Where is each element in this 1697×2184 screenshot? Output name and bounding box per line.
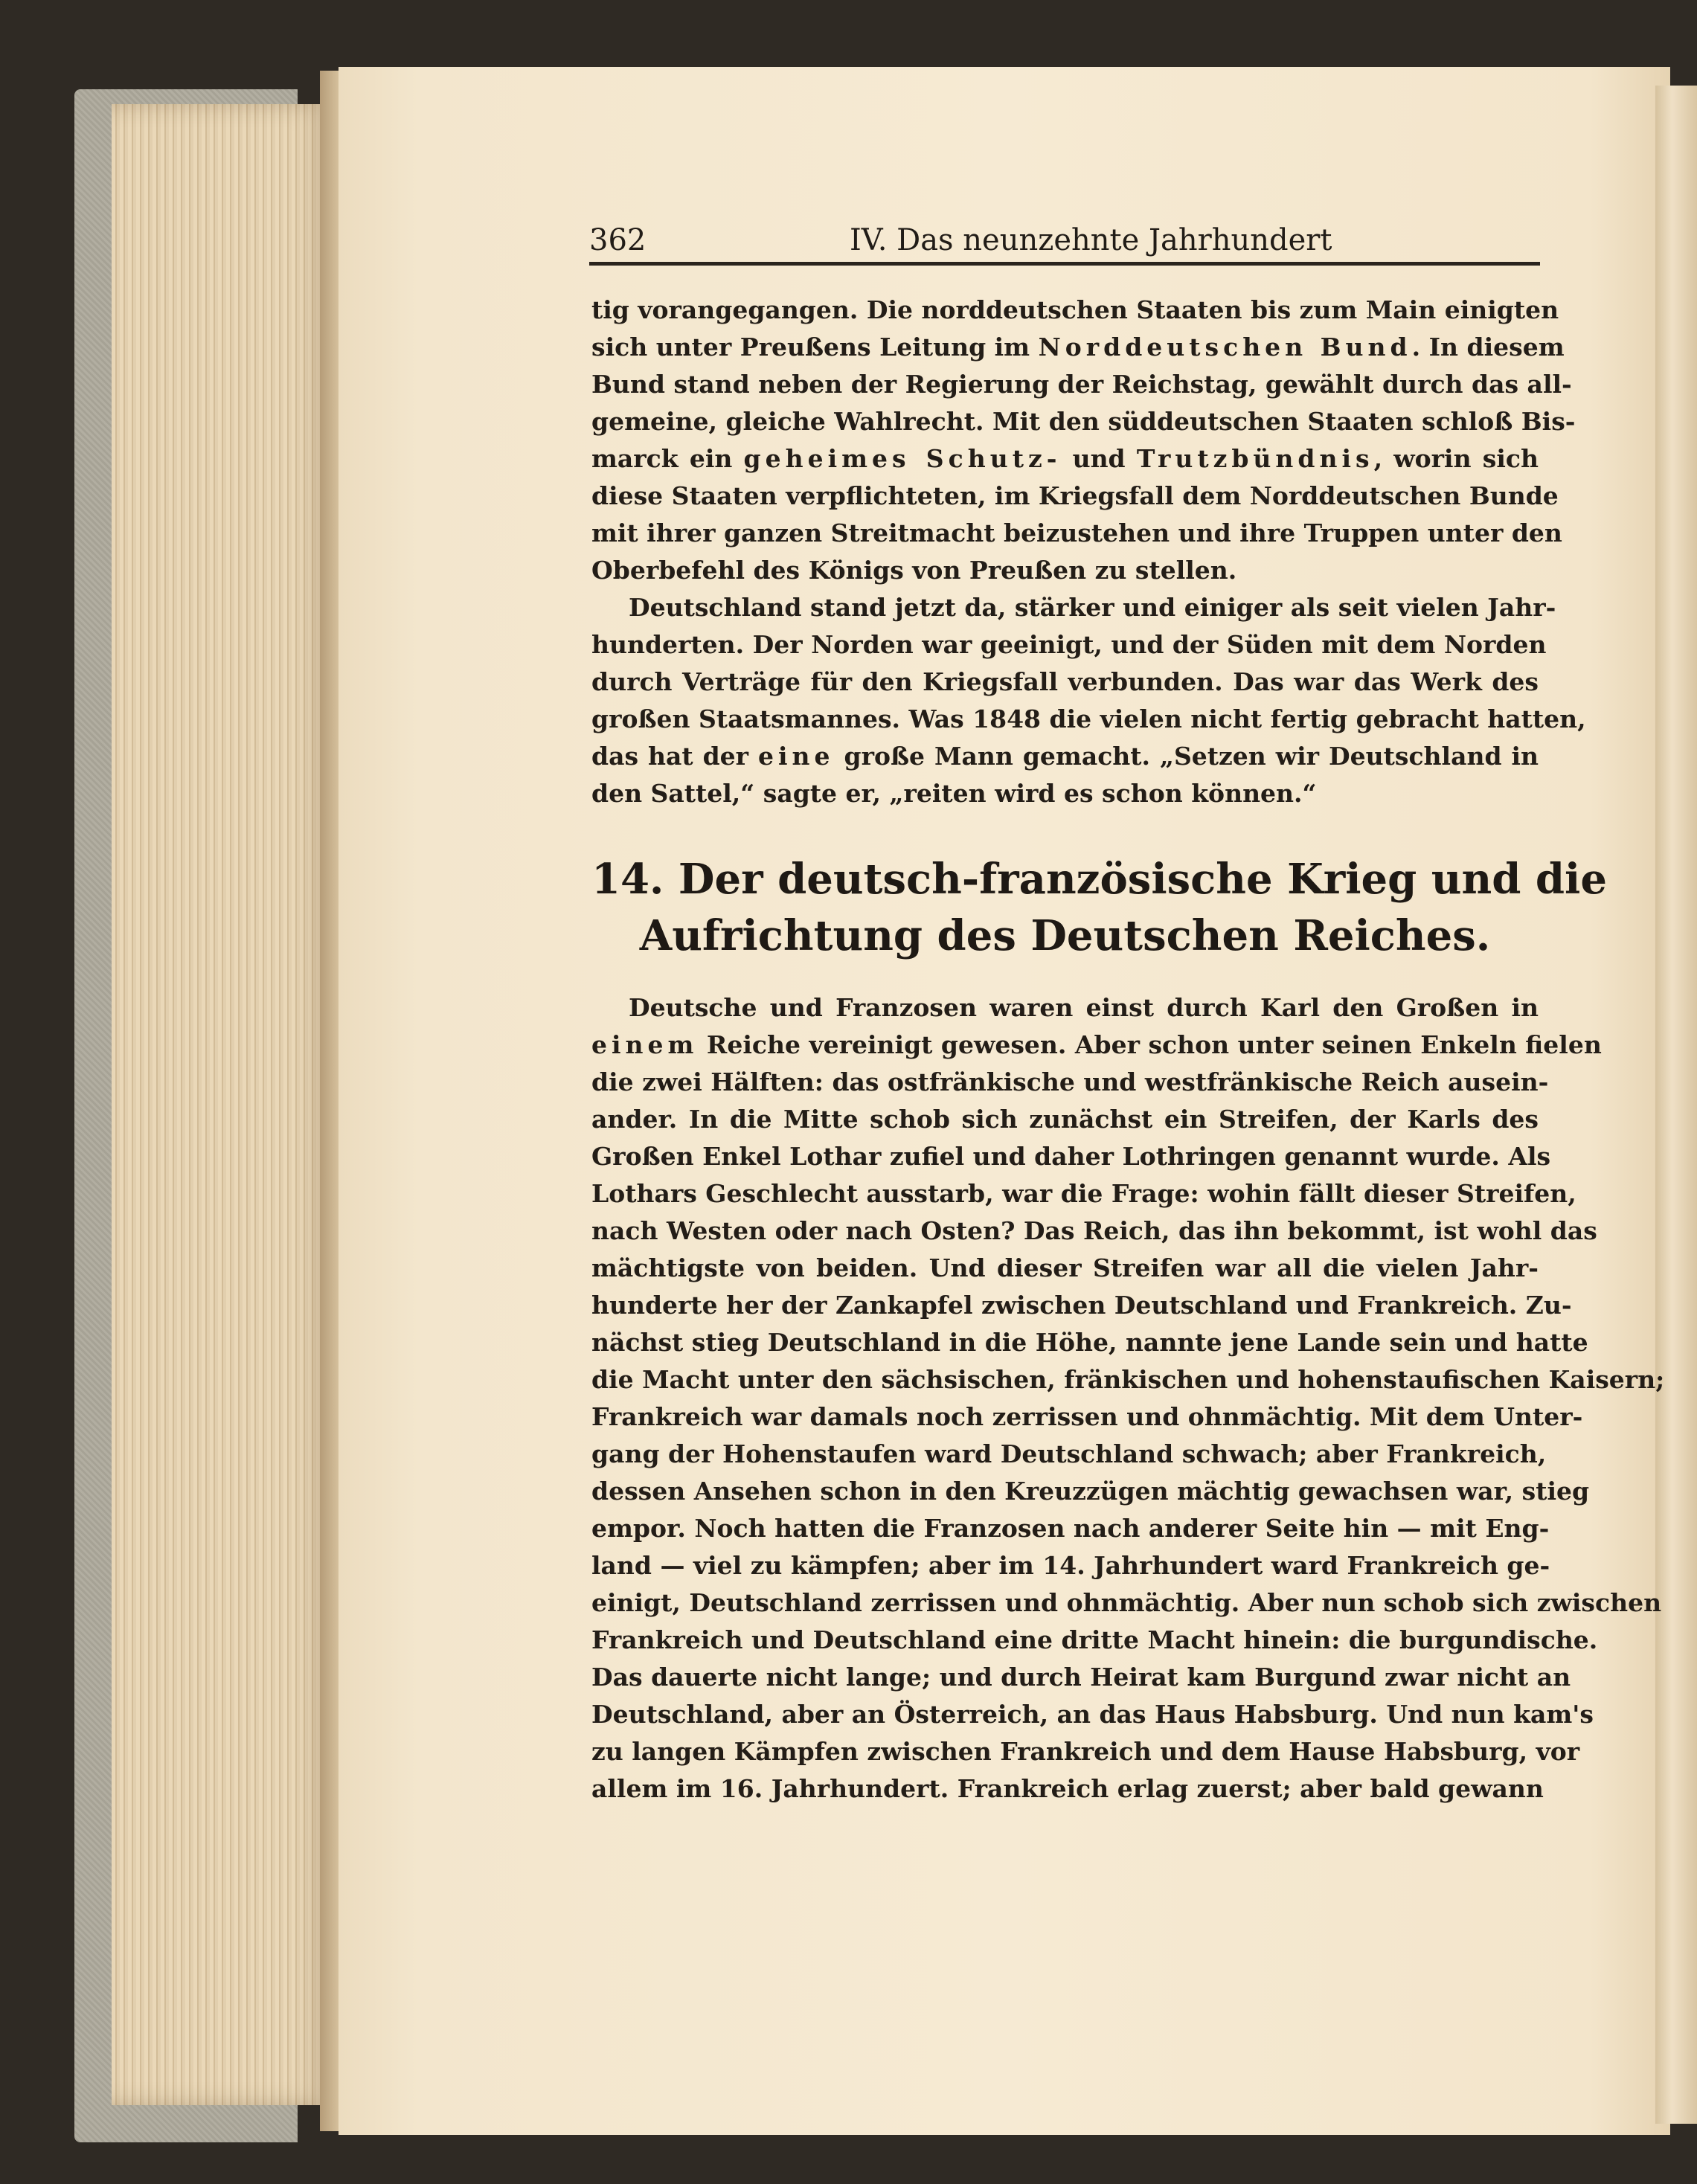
text-line: dessen Ansehen schon in den Kreuzzügen mächtig gewachsen war, stieg — [591, 1477, 1590, 1506]
spaced-emphasis: einem — [591, 1030, 699, 1059]
text-line: Oberbefehl des Königs von Preußen zu stellen. — [591, 556, 1237, 585]
text-line: nach Westen oder nach Osten? Das Reich, das ihn bekommt, ist wohl das — [591, 1216, 1597, 1245]
text-line: marck ein geheimes Schutz- und Trutzbündnis, worin sich — [591, 444, 1539, 473]
text-line: land — viel zu kämpfen; aber im 14. Jahrhundert ward Frankreich ge- — [591, 1551, 1550, 1580]
text-line: nächst stieg Deutschland in die Höhe, nannte jene Lande sein und hatte — [591, 1328, 1588, 1357]
text-line: das hat der eine große Mann gemacht. „Setzen wir Deutschland in — [591, 742, 1539, 771]
running-head: IV. Das neunzehnte Jahrhundert — [850, 223, 1332, 257]
text-line: durch Verträge für den Kriegsfall verbunden. Das war das Werk des — [591, 667, 1539, 696]
text-line: den Sattel,“ sagte er, „reiten wird es schon können.“ — [591, 779, 1317, 808]
page-header — [589, 217, 1540, 266]
next-page-edge — [1655, 86, 1697, 2124]
section-heading-line-1: 14. Der deutsch-französische Krieg und die — [591, 855, 1607, 904]
text-line: Das dauerte nicht lange; und durch Heirat kam Burgund zwar nicht an — [591, 1663, 1571, 1692]
text-line: Deutschland, aber an Österreich, an das Haus Habsburg. Und nun kam's — [591, 1700, 1594, 1729]
text-line: Frankreich und Deutschland eine dritte Macht hinein: die burgundische. — [591, 1625, 1598, 1654]
text-line: hunderten. Der Norden war geeinigt, und der Süden mit dem Norden — [591, 630, 1547, 659]
text-line: Frankreich war damals noch zerrissen und ohnmächtig. Mit dem Unter- — [591, 1402, 1583, 1431]
section-heading-line-2: Aufrichtung des Deutschen Reiches. — [639, 911, 1491, 960]
text-line: Deutsche und Franzosen waren einst durch Karl den Großen in — [629, 993, 1539, 1022]
text-line: mit ihrer ganzen Streitmacht beizustehen und ihre Truppen unter den — [591, 518, 1562, 547]
text-line: Lothars Geschlecht ausstarb, war die Frage: wohin fällt dieser Streifen, — [591, 1179, 1576, 1208]
paragraph-1 — [591, 292, 1576, 589]
text-line: Deutschland stand jetzt da, stärker und einiger als seit vielen Jahr- — [629, 593, 1556, 622]
body-text — [591, 292, 1665, 1808]
text-line: ander. In die Mitte schob sich zunächst ein Streifen, der Karls des — [591, 1105, 1539, 1134]
text-line: Großen Enkel Lothar zufiel und daher Lothringen genannt wurde. Als — [591, 1142, 1551, 1171]
text-line: einem Reiche vereinigt gewesen. Aber schon unter seinen Enkeln fielen — [591, 1030, 1602, 1059]
text-line: Bund stand neben der Regierung der Reichstag, gewählt durch das all- — [591, 370, 1572, 399]
spaced-emphasis: eine — [758, 742, 835, 771]
text-line: zu langen Kämpfen zwischen Frankreich und dem Hause Habsburg, vor — [591, 1737, 1580, 1766]
text-line: sich unter Preußens Leitung im Norddeutschen Bund. In diesem — [591, 333, 1565, 362]
text-line: empor. Noch hatten die Franzosen nach anderer Seite hin — mit Eng- — [591, 1514, 1550, 1543]
page-stack-edge — [112, 104, 335, 2105]
text-line: einigt, Deutschland zerrissen und ohnmächtig. Aber nun schob sich zwischen — [591, 1588, 1662, 1617]
text-line: tig vorangegangen. Die norddeutschen Staaten bis zum Main einigten — [591, 295, 1559, 324]
text-line: die Macht unter den sächsischen, fränkischen und hohenstaufischen Kaisern; — [591, 1365, 1665, 1394]
spaced-emphasis: Trutzbündnis — [1136, 444, 1374, 473]
spaced-emphasis: Norddeutschen Bund — [1038, 333, 1412, 362]
text-line: hunderte her der Zankapfel zwischen Deutschland und Frankreich. Zu- — [591, 1291, 1572, 1320]
text-line: großen Staatsmannes. Was 1848 die vielen nicht fertig gebracht hatten, — [591, 704, 1586, 733]
text-line: gang der Hohenstaufen ward Deutschland schwach; aber Frankreich, — [591, 1439, 1547, 1468]
paragraph-2 — [591, 589, 1586, 812]
paragraph-3 — [591, 989, 1665, 1808]
page-number: 362 — [589, 223, 647, 257]
spaced-emphasis: geheimes Schutz- — [743, 444, 1062, 473]
text-line: gemeine, gleiche Wahlrecht. Mit den süddeutschen Staaten schloß Bis- — [591, 407, 1576, 436]
section-heading — [591, 851, 1607, 964]
text-line: allem im 16. Jahrhundert. Frankreich erlag zuerst; aber bald gewann — [591, 1774, 1544, 1803]
text-line: mächtigste von beiden. Und dieser Streifen war all die vielen Jahr- — [591, 1253, 1539, 1282]
text-line: die zwei Hälften: das ostfränkische und westfränkische Reich ausein- — [591, 1067, 1549, 1096]
text-line: diese Staaten verpflichteten, im Kriegsfall dem Norddeutschen Bunde — [591, 481, 1559, 510]
